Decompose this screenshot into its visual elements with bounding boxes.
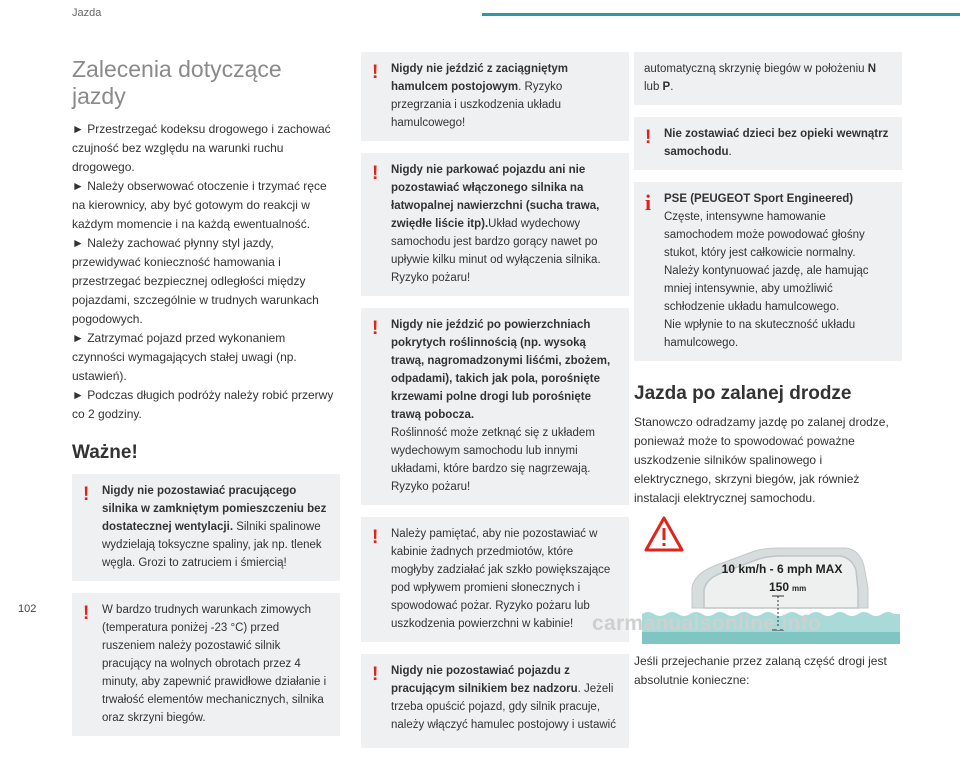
column-1 bbox=[72, 48, 340, 748]
warning-box-children bbox=[634, 117, 902, 170]
flood-text: Stanowczo odradzamy jazdę po zalanej drodze, ponieważ może to spowodować poważne uszkodzenie silników spalinowego i elektrycznego, skrzyni biegów, jak również instalacji elektrycznej samochodu. bbox=[634, 415, 889, 505]
warning-box-magnifying-objects bbox=[361, 517, 629, 642]
info-icon: i bbox=[645, 190, 652, 215]
depth-unit: mm bbox=[792, 584, 807, 593]
column-3 bbox=[634, 52, 902, 690]
warning-text: Układ wydechowy samochodu jest bardzo gorący nawet po upływie kilku minut od wyłączenia silnika. Ryzyko pożaru! bbox=[391, 218, 601, 284]
warning-bold: Nigdy nie pozostawiać pracującego silnika w zamkniętym pomieszczeniu bez dostatecznej wentylacji. bbox=[102, 485, 327, 533]
depth-value: 150 bbox=[768, 580, 789, 594]
warning-box-vegetation bbox=[361, 308, 629, 505]
warning-box-parking-brake bbox=[361, 52, 629, 141]
warning-text: W bardzo trudnych warunkach zimowych (temperatura poniżej -23 °C) przed ruszeniem należy pozostawić silnik pracujący na wolnych obrotach przez 4 minuty, aby zapewnić prawidłowe działanie i trwałość elementów mechanicznych, silnika oraz skrzyni biegów. bbox=[102, 604, 327, 724]
warning-text: . Ryzyko przegrzania i uszkodzenia układu hamulcowego! bbox=[391, 81, 563, 129]
warning-exclamation-icon: ! bbox=[372, 163, 379, 184]
bullet-4: ► Zatrzymać pojazd przed wykonaniem czynności wymagających stałej uwagi (np. ustawień). bbox=[72, 331, 297, 383]
warning-box-unattended-engine bbox=[361, 654, 629, 748]
warning-exclamation-icon: ! bbox=[83, 603, 90, 624]
bullet-5: ► Podczas długich podróży należy robić przerwy co 2 godziny. bbox=[72, 388, 334, 421]
warning-bold: Nie zostawiać dzieci bez opieki wewnątrz samochodu bbox=[664, 128, 889, 158]
warning-exclamation-icon: ! bbox=[372, 527, 379, 548]
warning-bold: Nigdy nie parkować pojazdu ani nie pozostawiać włączonego silnika na łatwopalnej nawierzchni (sucha trawa, zwiędłe liście itp). bbox=[391, 164, 600, 230]
warning-text: automatyczną skrzynię biegów w położeniu N lub P. bbox=[644, 63, 877, 93]
warning-text: Należy pamiętać, aby nie pozostawiać w kabinie żadnych przedmiotów, które mogłyby zadziałać jak szkło powiększające pod wpływem promieni słonecznych i spowodować pożar. Ryzyko pożaru lub uszkodzenia powierzchni w kabinie! bbox=[391, 528, 611, 630]
warning-bold: Nigdy nie jeździć po powierzchniach pokrytych roślinnością (np. wysoką trawą, nagromadzonymi liśćmi, zbożem, odpadami), takich jak pola, porośnięte krzewami polne drogi lub porośnięte trawą pobocza. bbox=[391, 319, 611, 421]
warning-box-winter bbox=[72, 593, 340, 736]
warning-box-ventilation bbox=[72, 474, 340, 581]
bullet-1: ► Przestrzegać kodeksu drogowego i zachować czujność bez względu na warunki ruchu drogowego. bbox=[72, 122, 331, 174]
info-text-3: Nie wpłynie to na skuteczność układu hamulcowego. bbox=[664, 319, 856, 349]
column-2 bbox=[361, 52, 629, 760]
info-text-2: Należy kontynuować jazdę, ale hamując mniej intensywnie, aby umożliwić schłodzenie układu hamulcowego. bbox=[664, 265, 869, 313]
bullet-2: ► Należy obserwować otoczenie i trzymać ręce na kierownicy, aby być gotowym do reakcji w każdym momencie i na każdą ewentualność. bbox=[72, 179, 327, 231]
warning-bold: Nigdy nie pozostawiać pojazdu z pracującym silnikiem bez nadzoru bbox=[391, 665, 578, 695]
warning-triangle-icon bbox=[646, 518, 682, 550]
info-bold: PSE (PEUGEOT Sport Engineered) bbox=[664, 193, 854, 205]
warning-text: Roślinność może zetknąć się z układem wydechowym samochodu lub innymi układami, które bardzo się nagrzewają. Ryzyko pożaru! bbox=[391, 427, 595, 493]
warning-box-flammable-surface bbox=[361, 153, 629, 296]
flood-heading: Jazda po zalanej drodze bbox=[634, 383, 852, 404]
warning-exclamation-icon: ! bbox=[83, 484, 90, 505]
bullet-3: ► Należy zachować płynny styl jazdy, przewidywać konieczność hamowania i przestrzegać bezpiecznej odległości między pojazdami, szczególnie w trudnych warunkach pogodowych. bbox=[72, 236, 319, 326]
warning-box-continued bbox=[634, 52, 902, 105]
warning-bold: Nigdy nie jeździć z zaciągniętym hamulcem postojowym bbox=[391, 63, 569, 93]
warning-text: . Jeżeli trzeba opuścić pojazd, gdy silnik pracuje, należy włączyć hamulec postojowy i ustawić bbox=[391, 683, 616, 731]
warning-exclamation-icon: ! bbox=[372, 318, 379, 339]
car-silhouette bbox=[692, 548, 868, 608]
warning-text: Silniki spalinowe wydzielają toksyczne spaliny, jak np. tlenek węgla. Grozi to zatruciem i śmiercią! bbox=[102, 521, 322, 569]
info-box-pse bbox=[634, 182, 902, 361]
warning-exclamation-icon: ! bbox=[372, 62, 379, 83]
page-number: 102 bbox=[18, 603, 37, 615]
warning-text: . bbox=[728, 146, 732, 158]
running-header: Jazda bbox=[72, 7, 102, 19]
warning-exclamation-icon: ! bbox=[372, 664, 379, 685]
info-text-1: Częste, intensywne hamowanie samochodem może powodować głośny stukot, który jest całkowicie normalny. bbox=[664, 211, 865, 259]
watermark: carmanualsonline.info bbox=[592, 612, 822, 635]
important-heading: Ważne! bbox=[72, 442, 138, 463]
after-figure-text: Jeśli przejechanie przez zalaną część drogi jest absolutnie konieczne: bbox=[634, 654, 887, 687]
warning-exclamation-icon: ! bbox=[645, 127, 652, 148]
speed-limit-label: 10 km/h - 6 mph MAX bbox=[721, 562, 843, 576]
page-title: Zalecenia dotyczące jazdy bbox=[72, 56, 282, 109]
header-accent-bar bbox=[482, 13, 960, 16]
